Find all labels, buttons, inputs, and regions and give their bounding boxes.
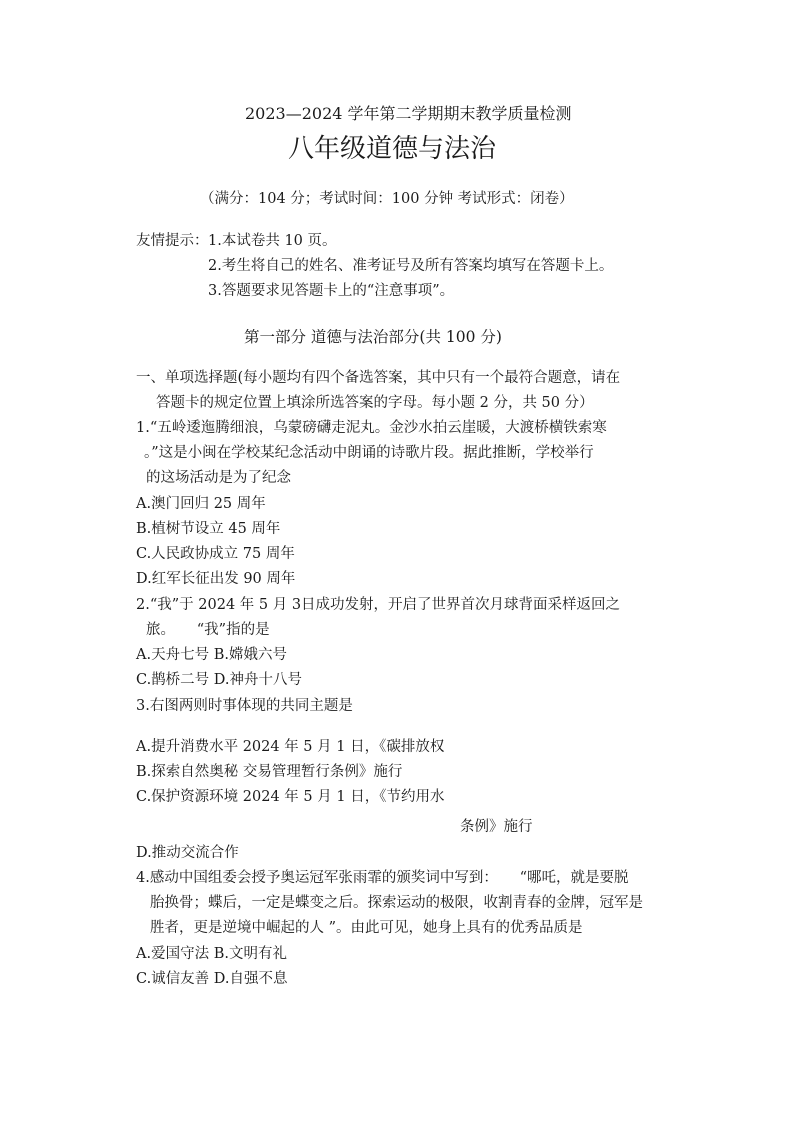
exam-subject-title: 八年级道德与法治 [288, 134, 497, 164]
question-2-text: 2.“我”于 2024 年 5 月 3日成功发射，开启了世界首次月球背面采样返回之 [136, 597, 621, 613]
question-3-text: 3.右图两则时事体现的共同主题是 [136, 698, 353, 714]
question-1-option-a: A.澳门回归 25 周年 [136, 496, 266, 512]
question-4-text: 胎换骨；蝶后，一定是蝶变之后。探索运动的极限，收割青春的金牌，冠军是 [150, 895, 643, 911]
question-2-options-ab: A.天舟七号 B.嫦娥六号 [136, 647, 287, 663]
tip-item: 2.考生将自己的姓名、准考证号及所有答案均填写在答题卡上。 [208, 258, 614, 274]
question-3-option-d: D.推动交流合作 [136, 845, 239, 861]
question-4-options-cd: C.诚信友善 D.自强不息 [136, 971, 288, 987]
question-1-text: 。”这是小闽在学校某纪念活动中朗诵的诗歌片段。据此推断，学校举行 [144, 445, 594, 461]
question-1-text: 1.“五岭逶迤腾细浪，乌蒙磅礴走泥丸。金沙水拍云崖暖，大渡桥横铁索寒 [136, 420, 607, 436]
question-2-text: 旅。 “我”指的是 [146, 622, 270, 638]
question-1-option-c: C.人民政协成立 75 周年 [136, 546, 295, 562]
tip-item: 3.答题要求见答题卡上的“注意事项”。 [208, 283, 455, 299]
question-4-text: 4.感动中国组委会授予奥运冠军张雨霏的颁奖词中写到： “哪吒，就是要脱 [136, 870, 629, 886]
tip-item: 1.本试卷共 10 页。 [208, 233, 337, 249]
exam-info: （满分：104 分；考试时间：100 分钟 考试形式：闭卷） [200, 191, 574, 207]
exam-term-title: 2023—2024 学年第二学期期末教学质量检测 [245, 104, 572, 123]
question-4-text: 胜者，更是逆境中崛起的人 ”。由此可见，她身上具有的优秀品质是 [150, 920, 583, 936]
question-3-option-c-cont: 条例》施行 [460, 819, 533, 835]
section-heading: 一、单项选择题(每小题均有四个备选答案，其中只有一个最符合题意，请在 [136, 370, 621, 386]
part-title: 第一部分 道德与法治部分(共 100 分) [244, 328, 502, 346]
question-1-option-b: B.植树节设立 45 周年 [136, 521, 281, 537]
question-2-options-cd: C.鹊桥二号 D.神舟十八号 [136, 672, 303, 688]
question-3-option-c: C.保护资源环境 2024 年 5 月 1 日，《节约用水 [136, 789, 445, 805]
question-1-option-d: D.红军长征出发 90 周年 [136, 571, 296, 587]
question-3-option-a: A.提升消费水平 2024 年 5 月 1 日，《碳排放权 [136, 739, 445, 755]
question-4-options-ab: A.爱国守法 B.文明有礼 [136, 946, 287, 962]
question-3-option-b: B.探索自然奥秘 交易管理暂行条例》施行 [136, 764, 403, 780]
question-1-text: 的这场活动是为了纪念 [146, 470, 291, 486]
tips-label: 友情提示： [136, 233, 209, 249]
section-heading-cont: 答题卡的规定位置上填涂所选答案的字母。每小题 2 分，共 50 分） [156, 395, 594, 411]
